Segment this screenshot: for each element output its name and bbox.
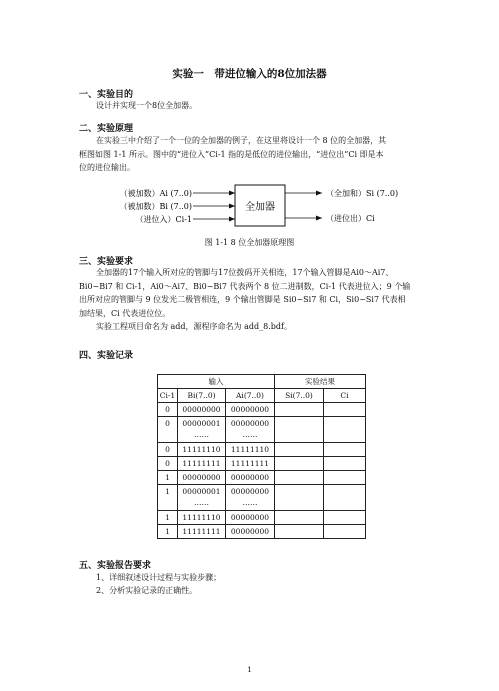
arrow-co — [316, 216, 322, 221]
input-label-b: （被加数）Bi (7..0) — [119, 202, 192, 211]
table-cell: 00000000 — [178, 403, 226, 417]
table-header-cell: Ai(7..0) — [226, 389, 275, 403]
table-row — [158, 443, 366, 457]
section-3-heading: 三、实验要求 — [79, 257, 134, 267]
table-cell — [275, 443, 324, 457]
figure-caption: 图 1-1 8 位全加器原理图 — [204, 238, 295, 247]
table-cell: 1 — [158, 485, 178, 511]
table-row — [158, 485, 366, 511]
section-3-body — [79, 266, 424, 334]
arrow-c — [229, 217, 235, 222]
table-cell — [324, 525, 366, 539]
table-cell: 00000001 …… — [178, 485, 226, 511]
table-row — [158, 511, 366, 525]
table-cell — [324, 403, 366, 417]
table-cell — [324, 471, 366, 485]
table-cell: 00000000 — [226, 403, 275, 417]
input-label-c: （进位入）Ci-1 — [135, 215, 192, 224]
section-3-line: 全加器的17个输入所对应的管脚与17位拨码开关相连，17个输入管脚是Ai0～Ai7、 — [96, 268, 394, 277]
arrow-s — [316, 191, 322, 196]
table-cell: 0 — [158, 403, 178, 417]
table-cell — [275, 403, 324, 417]
table-cell: 00000000 …… — [226, 485, 275, 511]
table-group-result: 实验结果 — [275, 375, 366, 389]
table-cell: 00000000 — [226, 511, 275, 525]
table-row — [158, 525, 366, 539]
table-cell: 00000001 …… — [178, 417, 226, 443]
output-label-s: （全加和）Si (7..0) — [326, 189, 399, 198]
table-cell: 11111110 — [226, 443, 275, 457]
table-cell: 0 — [158, 457, 178, 471]
section-2-heading: 二、实验原理 — [79, 124, 134, 134]
table-header-cell: Ci-1 — [158, 389, 178, 403]
table-cell — [324, 457, 366, 471]
table-cell: 11111110 — [178, 443, 226, 457]
table-cell — [324, 485, 366, 511]
section-5-heading: 五、实验报告要求 — [79, 561, 152, 571]
arrow-b — [229, 204, 235, 209]
table-header-cell: Ci — [324, 389, 366, 403]
section-4-heading: 四、实验记录 — [79, 351, 134, 361]
output-label-c: （进位出）Ci — [326, 214, 375, 223]
table-cell: 00000000 — [226, 471, 275, 485]
table-cell: 1 — [158, 511, 178, 525]
table-cell — [275, 471, 324, 485]
table-cell — [275, 457, 324, 471]
table-cell — [275, 511, 324, 525]
table-cell — [275, 485, 324, 511]
page-number: 1 — [247, 665, 252, 674]
experiment-record-table — [157, 374, 366, 539]
table-cell: 00000000 — [178, 471, 226, 485]
table-header-cell: Si(7..0) — [275, 389, 324, 403]
table-row — [158, 417, 366, 443]
table-cell: 11111111 — [226, 457, 275, 471]
table-cell: 11111111 — [178, 525, 226, 539]
section-3-line: 出所对应的管脚与 9 位发光二极管相连，9 个输出管脚是 Si0~Si7 和 Ci，Si0~Si7 代表相 — [79, 295, 406, 305]
section-2-line: 在实验三中介绍了一个一位的全加器的例子，在这里将设计一个 8 位的全加器，其 — [96, 136, 387, 145]
table-cell: 11111110 — [178, 511, 226, 525]
section-1-heading: 一、实验目的 — [79, 90, 134, 100]
adder-box-label: 全加器 — [245, 202, 275, 213]
table-row — [158, 403, 366, 417]
input-label-a: （被加数）Ai (7..0) — [119, 189, 192, 198]
table-cell: 1 — [158, 471, 178, 485]
table-cell: 0 — [158, 417, 178, 443]
section-2-line: 位的进位输出。 — [79, 163, 135, 173]
page-title: 实验一 带进位输入的8位加法器 — [172, 68, 327, 80]
report-item: 2、分析实验记录的正确性。 — [96, 586, 198, 595]
table-group-input: 输入 — [158, 375, 275, 389]
table-cell: 00000000 — [226, 525, 275, 539]
table-header-cell: Bi(7..0) — [178, 389, 226, 403]
section-3-line: Bi0~Bi7 和 Ci-1，Ai0～Ai7、Bi0~Bi7 代表两个 8 位二进制数，Ci-1 代表进位入；9 个输 — [79, 281, 411, 291]
table-cell: 0 — [158, 443, 178, 457]
table-cell — [275, 417, 324, 443]
table-row — [158, 471, 366, 485]
section-2-line: 框图如图 1-1 所示。图中的“进位入”Ci-1 指的是低位的进位输出，“进位出”Ci 即是本 — [79, 149, 384, 159]
section-3-line: 实验工程项目命名为 add，源程序命名为 add_8.bdf。 — [96, 322, 292, 332]
table-cell: 11111111 — [178, 457, 226, 471]
section-3-line: 加结果，Ci 代表进位位。 — [79, 308, 171, 318]
table-cell — [324, 417, 366, 443]
table-cell — [324, 511, 366, 525]
table-row — [158, 457, 366, 471]
report-item: 1、详细叙述设计过程与实验步骤； — [96, 573, 222, 582]
section-1-body: 设计并实现一个8位全加器。 — [96, 101, 198, 110]
arrow-a — [229, 191, 235, 196]
table-cell — [275, 525, 324, 539]
table-cell: 1 — [158, 525, 178, 539]
table-cell — [324, 443, 366, 457]
table-cell: 00000000 …… — [226, 417, 275, 443]
